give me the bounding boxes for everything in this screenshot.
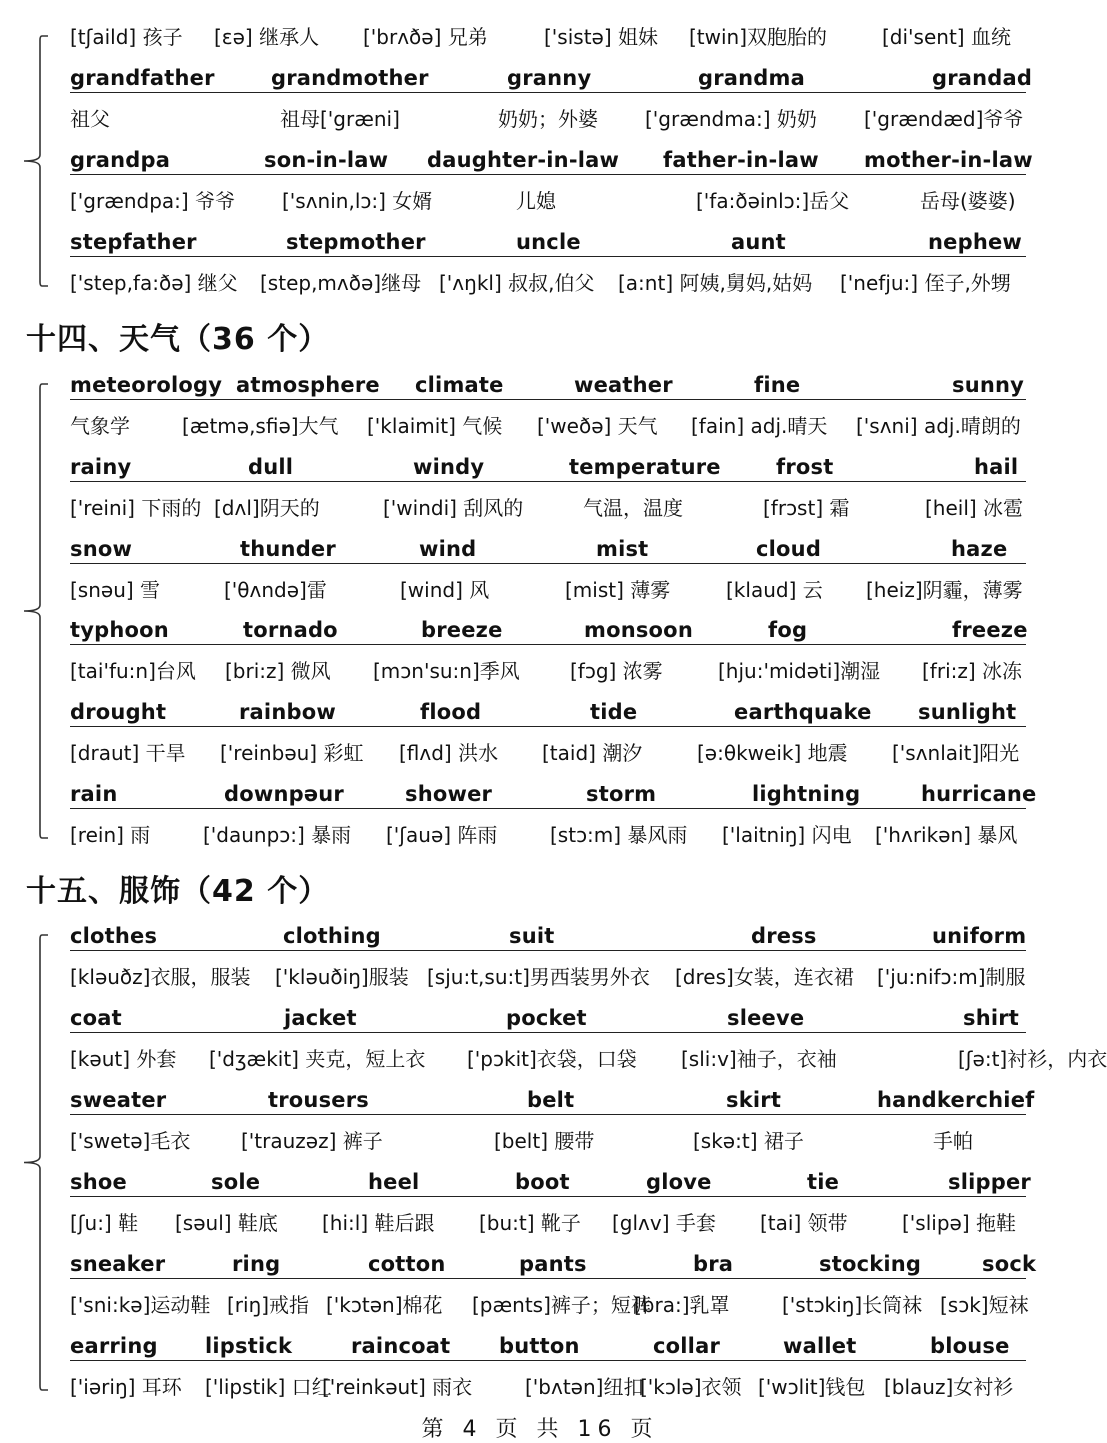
english-word: ring xyxy=(232,1252,281,1276)
word-row xyxy=(70,143,1032,177)
english-word: sole xyxy=(211,1170,261,1194)
english-word: thunder xyxy=(240,537,336,561)
section-brace xyxy=(22,382,52,844)
pronunciation-meaning: [wind] 风 xyxy=(400,578,490,602)
pronunciation-meaning: ['lipstik] 口红 xyxy=(205,1375,332,1399)
english-word: father-in-law xyxy=(663,148,819,172)
pronunciation-meaning: [mist] 薄雾 xyxy=(565,578,671,602)
pronunciation-meaning: ['ʃauə] 阵雨 xyxy=(386,823,498,847)
section-brace xyxy=(22,34,52,292)
pronunciation-meaning: 手帕 xyxy=(933,1129,973,1153)
pronunciation-meaning: ['laitniŋ] 闪电 xyxy=(722,823,852,847)
section-heading: 十五、服饰（42 个） xyxy=(26,874,330,909)
english-word: rainbow xyxy=(239,700,336,724)
pronunciation-meaning: [ʃə:t]衬衫，内衣 xyxy=(958,1047,1107,1071)
pronunciation-meaning: [bra:]乳罩 xyxy=(634,1293,730,1317)
english-word: shirt xyxy=(963,1006,1020,1030)
brace-icon xyxy=(22,382,52,840)
pronunciation-meaning: [sli:v]袖子，衣袖 xyxy=(681,1047,837,1071)
pronunciation-meaning: [ə:θkweik] 地震 xyxy=(697,741,848,765)
page-footer: 第 4 页 共 16 页 xyxy=(421,1417,659,1442)
pronunciation-meaning: ['slipə] 拖鞋 xyxy=(902,1211,1016,1235)
pronunciation-meaning: 气温，温度 xyxy=(583,496,683,520)
pronunciation-meaning: [bri:z] 微风 xyxy=(225,659,331,683)
pronunciation-meaning: [a:nt] 阿姨,舅妈,姑妈 xyxy=(618,271,813,295)
english-word: grandpa xyxy=(70,148,171,172)
english-word: glove xyxy=(646,1170,712,1194)
pronunciation-meaning: [di'sent] 血统 xyxy=(882,25,1011,49)
pronunciation-meaning: [kəut] 外套 xyxy=(70,1047,177,1071)
english-word: handkerchief xyxy=(877,1088,1035,1112)
pronunciation-meaning: ['grændpa:] 爷爷 xyxy=(70,189,236,213)
english-word: cotton xyxy=(368,1252,446,1276)
english-word: nephew xyxy=(928,230,1023,254)
pronunciation-meaning: ['kɔlə]衣领 xyxy=(640,1375,742,1399)
english-word: weather xyxy=(574,373,673,397)
english-word: button xyxy=(499,1334,580,1358)
english-word: blouse xyxy=(930,1334,1010,1358)
word-row xyxy=(70,532,1032,566)
english-word: lightning xyxy=(752,782,861,806)
english-word: rainy xyxy=(70,455,132,479)
brace-icon xyxy=(22,933,52,1392)
pronunciation-meaning: ['hʌrikən] 暴风 xyxy=(875,823,1018,847)
pronunciation-meaning: ['weðə] 天气 xyxy=(537,414,658,438)
word-row xyxy=(70,368,1032,402)
pronunciation-meaning: ['klaimit] 气候 xyxy=(367,414,503,438)
english-word: rain xyxy=(70,782,118,806)
english-word: grandfather xyxy=(70,66,215,90)
english-word: breeze xyxy=(421,618,503,642)
english-word: tide xyxy=(590,700,638,724)
english-word: coat xyxy=(70,1006,122,1030)
pronunciation-meaning: [tʃaild] 孩子 xyxy=(70,25,183,49)
pronunciation-meaning: [flʌd] 洪水 xyxy=(399,741,499,765)
english-word: storm xyxy=(586,782,657,806)
meaning-row xyxy=(70,1124,1032,1158)
english-word: sweater xyxy=(70,1088,167,1112)
word-row xyxy=(70,1247,1037,1281)
pronunciation-meaning: ['sistə] 姐妹 xyxy=(544,25,659,49)
meaning-row xyxy=(70,409,1032,443)
pronunciation-meaning: ['swetə]毛衣 xyxy=(70,1129,191,1153)
pronunciation-meaning: [tai'fu:n]台风 xyxy=(70,659,196,683)
english-word: fine xyxy=(754,373,801,397)
section-brace xyxy=(22,933,52,1396)
pronunciation-meaning: ['dʒækit] 夹克，短上衣 xyxy=(209,1047,426,1071)
pronunciation-meaning: [ɛə] 继承人 xyxy=(214,25,320,49)
pronunciation-meaning: [taid] 潮汐 xyxy=(542,741,643,765)
pronunciation-meaning: 儿媳 xyxy=(516,189,556,213)
word-row xyxy=(70,613,1032,647)
pronunciation-meaning: [snəu] 雪 xyxy=(70,578,161,602)
word-row xyxy=(70,919,1032,953)
word-row xyxy=(70,777,1037,811)
pronunciation-meaning: [ætmə,sfiə]大气 xyxy=(182,414,339,438)
pronunciation-meaning: ['θʌndə]雷 xyxy=(224,578,327,602)
english-word: earthquake xyxy=(734,700,872,724)
pronunciation-meaning: [dʌl]阴天的 xyxy=(214,496,320,520)
english-word: sunlight xyxy=(918,700,1017,724)
word-row xyxy=(70,61,1032,95)
pronunciation-meaning: ['trauzəz] 裤子 xyxy=(241,1129,383,1153)
pronunciation-meaning: [fɔg] 浓雾 xyxy=(570,659,663,683)
pronunciation-meaning: ['grændæd]爷爷 xyxy=(864,107,1024,131)
pronunciation-meaning: ['sʌni] adj.晴朗的 xyxy=(856,414,1021,438)
english-word: mother-in-law xyxy=(864,148,1033,172)
english-word: atmosphere xyxy=(236,373,380,397)
pronunciation-meaning: ['wɔlit]钱包 xyxy=(758,1375,866,1399)
english-word: mist xyxy=(596,537,649,561)
meaning-row xyxy=(70,573,1032,607)
pronunciation-meaning: [fri:z] 冰冻 xyxy=(922,659,1023,683)
english-word: stocking xyxy=(819,1252,922,1276)
word-row xyxy=(70,1083,1035,1117)
english-word: temperature xyxy=(569,455,721,479)
english-word: jacket xyxy=(284,1006,357,1030)
pronunciation-meaning: ['kləuðiŋ]服装 xyxy=(275,965,409,989)
pronunciation-meaning: ['daunpɔ:] 暴雨 xyxy=(203,823,352,847)
pronunciation-meaning: ['sʌnlait]阳光 xyxy=(892,741,1020,765)
english-word: grandad xyxy=(932,66,1033,90)
english-word: wallet xyxy=(783,1334,857,1358)
english-word: pocket xyxy=(506,1006,587,1030)
english-word: earring xyxy=(70,1334,158,1358)
pronunciation-meaning: [sju:t,su:t]男西装男外衣 xyxy=(427,965,650,989)
brace-icon xyxy=(22,34,52,288)
word-row xyxy=(70,695,1032,729)
meaning-row xyxy=(70,1042,1107,1076)
pronunciation-meaning: ['reinkəut] 雨衣 xyxy=(322,1375,473,1399)
english-word: shoe xyxy=(70,1170,127,1194)
pronunciation-meaning: ['ju:nifɔ:m]制服 xyxy=(877,965,1026,989)
word-row xyxy=(70,450,1032,484)
english-word: hurricane xyxy=(921,782,1037,806)
english-word: uniform xyxy=(932,924,1027,948)
english-word: daughter-in-law xyxy=(427,148,620,172)
row-underline xyxy=(70,644,1026,645)
meaning-row xyxy=(70,654,1032,688)
pronunciation-meaning: ['step,fa:ðə] 继父 xyxy=(70,271,238,295)
english-word: grandmother xyxy=(271,66,429,90)
english-word: monsoon xyxy=(584,618,693,642)
english-word: raincoat xyxy=(351,1334,451,1358)
word-row xyxy=(70,1165,1032,1199)
meaning-row xyxy=(70,266,1032,300)
pronunciation-meaning: ['reinbəu] 彩虹 xyxy=(220,741,364,765)
pronunciation-meaning: [step,mʌðə]继母 xyxy=(260,271,422,295)
english-word: stepmother xyxy=(286,230,426,254)
english-word: skirt xyxy=(726,1088,782,1112)
english-word: frost xyxy=(776,455,834,479)
row-underline xyxy=(70,563,1026,564)
pronunciation-meaning: ['nefju:] 侄子,外甥 xyxy=(840,271,1011,295)
pronunciation-meaning: [hju:'midəti]潮湿 xyxy=(718,659,881,683)
english-word: heel xyxy=(368,1170,420,1194)
pronunciation-meaning: [pænts]裤子；短裤 xyxy=(472,1293,651,1317)
english-word: boot xyxy=(515,1170,570,1194)
word-row xyxy=(70,1329,1032,1363)
english-word: snow xyxy=(70,537,133,561)
english-word: sock xyxy=(982,1252,1037,1276)
pronunciation-meaning: ['reini] 下雨的 xyxy=(70,496,202,520)
pronunciation-meaning: [fain] adj.晴天 xyxy=(691,414,828,438)
row-underline xyxy=(70,481,1026,482)
meaning-row xyxy=(70,1206,1032,1240)
english-word: meteorology xyxy=(70,373,223,397)
meaning-row xyxy=(70,184,1032,218)
english-word: downpəur xyxy=(224,782,344,806)
pronunciation-meaning: [blauz]女衬衫 xyxy=(884,1375,1014,1399)
meaning-row xyxy=(70,736,1032,770)
pronunciation-meaning: ['stɔkiŋ]长筒袜 xyxy=(782,1293,923,1317)
pronunciation-meaning: [mɔn'su:n]季风 xyxy=(373,659,520,683)
english-word: tie xyxy=(807,1170,840,1194)
pronunciation-meaning: 气象学 xyxy=(70,414,130,438)
meaning-row xyxy=(70,491,1032,525)
meaning-row xyxy=(70,818,1032,852)
row-underline xyxy=(70,808,1026,809)
pronunciation-meaning: ['grændma:] 奶奶 xyxy=(645,107,817,131)
english-word: hail xyxy=(974,455,1019,479)
pronunciation-meaning: ['brʌðə] 兄弟 xyxy=(363,25,488,49)
pronunciation-meaning: ['ʌŋkl] 叔叔,伯父 xyxy=(439,271,595,295)
english-word: dress xyxy=(751,924,817,948)
english-word: lipstick xyxy=(205,1334,293,1358)
english-word: grandma xyxy=(698,66,805,90)
english-word: sneaker xyxy=(70,1252,166,1276)
english-word: uncle xyxy=(516,230,581,254)
pronunciation-meaning: [heil] 冰雹 xyxy=(925,496,1024,520)
english-word: sleeve xyxy=(727,1006,805,1030)
english-word: belt xyxy=(527,1088,575,1112)
english-word: bra xyxy=(693,1252,734,1276)
pronunciation-meaning: [hi:l] 鞋后跟 xyxy=(322,1211,435,1235)
pronunciation-meaning: ['sni:kə]运动鞋 xyxy=(70,1293,211,1317)
section-heading: 十四、天气（36 个） xyxy=(26,322,330,357)
pronunciation-meaning: ['iəriŋ] 耳环 xyxy=(70,1375,182,1399)
english-word: shower xyxy=(405,782,493,806)
pronunciation-meaning: [glʌv] 手套 xyxy=(612,1211,716,1235)
english-word: windy xyxy=(413,455,485,479)
meaning-row xyxy=(70,20,1032,54)
english-word: flood xyxy=(420,700,482,724)
pronunciation-meaning: [ʃu:] 鞋 xyxy=(70,1211,139,1235)
english-word: slipper xyxy=(948,1170,1031,1194)
pronunciation-meaning: ['sʌnin,lɔ:] 女婿 xyxy=(282,189,433,213)
pronunciation-meaning: ['fa:ðəinlɔ:]岳父 xyxy=(696,189,850,213)
pronunciation-meaning: [kləuðz]衣服，服装 xyxy=(70,965,251,989)
english-word: aunt xyxy=(731,230,786,254)
pronunciation-meaning: ['bʌtən]纽扣 xyxy=(525,1375,644,1399)
english-word: clothing xyxy=(283,924,381,948)
english-word: stepfather xyxy=(70,230,197,254)
meaning-row xyxy=(70,1288,1032,1322)
english-word: freeze xyxy=(952,618,1028,642)
pronunciation-meaning: [bu:t] 靴子 xyxy=(479,1211,581,1235)
english-word: cloud xyxy=(756,537,822,561)
pronunciation-meaning: [skə:t] 裙子 xyxy=(693,1129,804,1153)
english-word: granny xyxy=(507,66,592,90)
pronunciation-meaning: [tai] 领带 xyxy=(760,1211,848,1235)
pronunciation-meaning: [draut] 干旱 xyxy=(70,741,186,765)
meaning-row xyxy=(70,960,1032,994)
english-word: trousers xyxy=(268,1088,369,1112)
word-row xyxy=(70,1001,1032,1035)
pronunciation-meaning: ['kɔtən]棉花 xyxy=(326,1293,443,1317)
pronunciation-meaning: ['pɔkit]衣袋，口袋 xyxy=(467,1047,637,1071)
pronunciation-meaning: [riŋ]戒指 xyxy=(227,1293,310,1317)
english-word: suit xyxy=(509,924,555,948)
pronunciation-meaning: [klaud] 云 xyxy=(726,578,823,602)
pronunciation-meaning: [dres]女装，连衣裙 xyxy=(675,965,854,989)
english-word: son-in-law xyxy=(264,148,389,172)
english-word: fog xyxy=(768,618,808,642)
pronunciation-meaning: [heiz]阴霾，薄雾 xyxy=(866,578,1023,602)
english-word: climate xyxy=(415,373,504,397)
english-word: dull xyxy=(248,455,294,479)
english-word: typhoon xyxy=(70,618,169,642)
english-word: clothes xyxy=(70,924,158,948)
word-row xyxy=(70,225,1032,259)
pronunciation-meaning: [frɔst] 霜 xyxy=(763,496,850,520)
pronunciation-meaning: ['windi] 刮风的 xyxy=(383,496,524,520)
meaning-row xyxy=(70,1370,1032,1404)
pronunciation-meaning: [twin]双胞胎的 xyxy=(689,25,828,49)
english-word: collar xyxy=(653,1334,720,1358)
pronunciation-meaning: [səul] 鞋底 xyxy=(175,1211,278,1235)
pronunciation-meaning: 奶奶；外婆 xyxy=(498,107,598,131)
pronunciation-meaning: [stɔ:m] 暴风雨 xyxy=(550,823,688,847)
english-word: tornado xyxy=(243,618,338,642)
english-word: sunny xyxy=(952,373,1025,397)
english-word: wind xyxy=(419,537,477,561)
english-word: drought xyxy=(70,700,167,724)
english-word: pants xyxy=(519,1252,587,1276)
meaning-row xyxy=(70,102,1032,136)
pronunciation-meaning: 祖母['græni] xyxy=(280,107,400,131)
pronunciation-meaning: [belt] 腰带 xyxy=(494,1129,595,1153)
english-word: haze xyxy=(951,537,1008,561)
pronunciation-meaning: 岳母(婆婆) xyxy=(920,189,1016,213)
pronunciation-meaning: [rein] 雨 xyxy=(70,823,151,847)
pronunciation-meaning: [sɔk]短袜 xyxy=(940,1293,1029,1317)
row-underline xyxy=(70,726,1026,727)
pronunciation-meaning: 祖父 xyxy=(70,107,110,131)
